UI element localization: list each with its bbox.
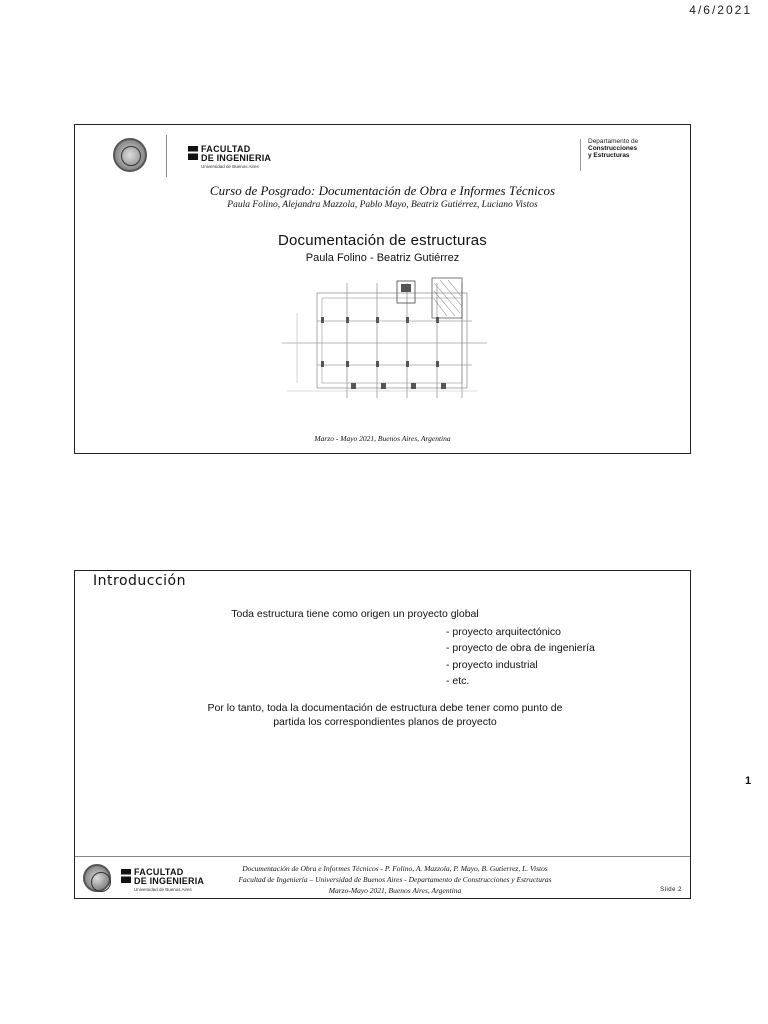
course-title: Curso de Posgrado: Documentación de Obra e Informes Técnicos: [209, 183, 556, 198]
footer-line-2: Facultad de Ingeniería – Universidad de Buenos Aires - Departamento de Construcciones y Estructuras: [238, 875, 552, 884]
structural-plan-drawing: [277, 273, 497, 413]
university-seal-logo: [113, 138, 147, 172]
department-line3: y Estructuras: [588, 151, 630, 159]
department-line2: Construcciones: [588, 144, 638, 152]
document-title: Documentación de estructuras: [277, 232, 488, 249]
footer-divider: [75, 856, 690, 857]
list-item: - etc.: [446, 675, 470, 687]
faculty-logo-mark: [121, 869, 131, 883]
faculty-logo-line1: FACULTAD: [134, 867, 184, 877]
print-date: 4/6/2021: [689, 3, 752, 17]
list-item: - proyecto industrial: [446, 659, 538, 671]
department-logo: [580, 139, 680, 171]
intro-text: Toda estructura tiene como origen un proyecto global: [231, 608, 479, 620]
list-item: - proyecto arquitectónico: [446, 626, 561, 638]
department-line1: Departamento de: [588, 138, 639, 145]
footer-line-1: Documentación de Obra e Informes Técnicos - P. Folino, A. Mazzola, P. Mayo, B. Gutierrez, L. Vistos: [242, 864, 548, 873]
section-title: Introducción: [93, 573, 186, 589]
faculty-logo-line3: Universidad de Buenos Aires: [201, 164, 259, 169]
footer-line-3: Marzo-Mayo 2021, Buenos Aires, Argentina: [328, 886, 462, 895]
document-authors: Paula Folino - Beatriz Gutiérrez: [305, 252, 460, 264]
slide-2: [74, 570, 691, 899]
faculty-logo-mark: [188, 146, 198, 160]
slide-number: Slide 2: [660, 887, 682, 893]
page-number: 1: [745, 775, 752, 787]
slide-footer-date: Marzo - Mayo 2021, Buenos Aires, Argentina: [314, 434, 451, 443]
course-authors: Paula Folino, Alejandra Mazzola, Pablo Mayo, Beatriz Gutiérrez, Luciano Vistos: [227, 200, 538, 210]
faculty-logo: [121, 868, 204, 893]
faculty-logo-line1: FACULTAD: [201, 144, 251, 154]
university-seal-logo: [83, 864, 111, 892]
conclusion-line-1: Por lo tanto, toda la documentación de estructura debe tener como punto de: [207, 702, 563, 714]
conclusion-line-2: partida los correspondientes planos de proyecto: [273, 716, 497, 728]
faculty-logo-line3: Universidad de Buenos Aires: [134, 887, 192, 892]
slide-1: [74, 124, 691, 454]
list-item: - proyecto de obra de ingeniería: [446, 642, 595, 654]
faculty-logo-line2: DE INGENIERIA: [201, 153, 272, 163]
faculty-logo-line2: DE INGENIERIA: [134, 876, 205, 886]
logo-divider: [166, 135, 167, 177]
faculty-logo: [188, 145, 271, 170]
